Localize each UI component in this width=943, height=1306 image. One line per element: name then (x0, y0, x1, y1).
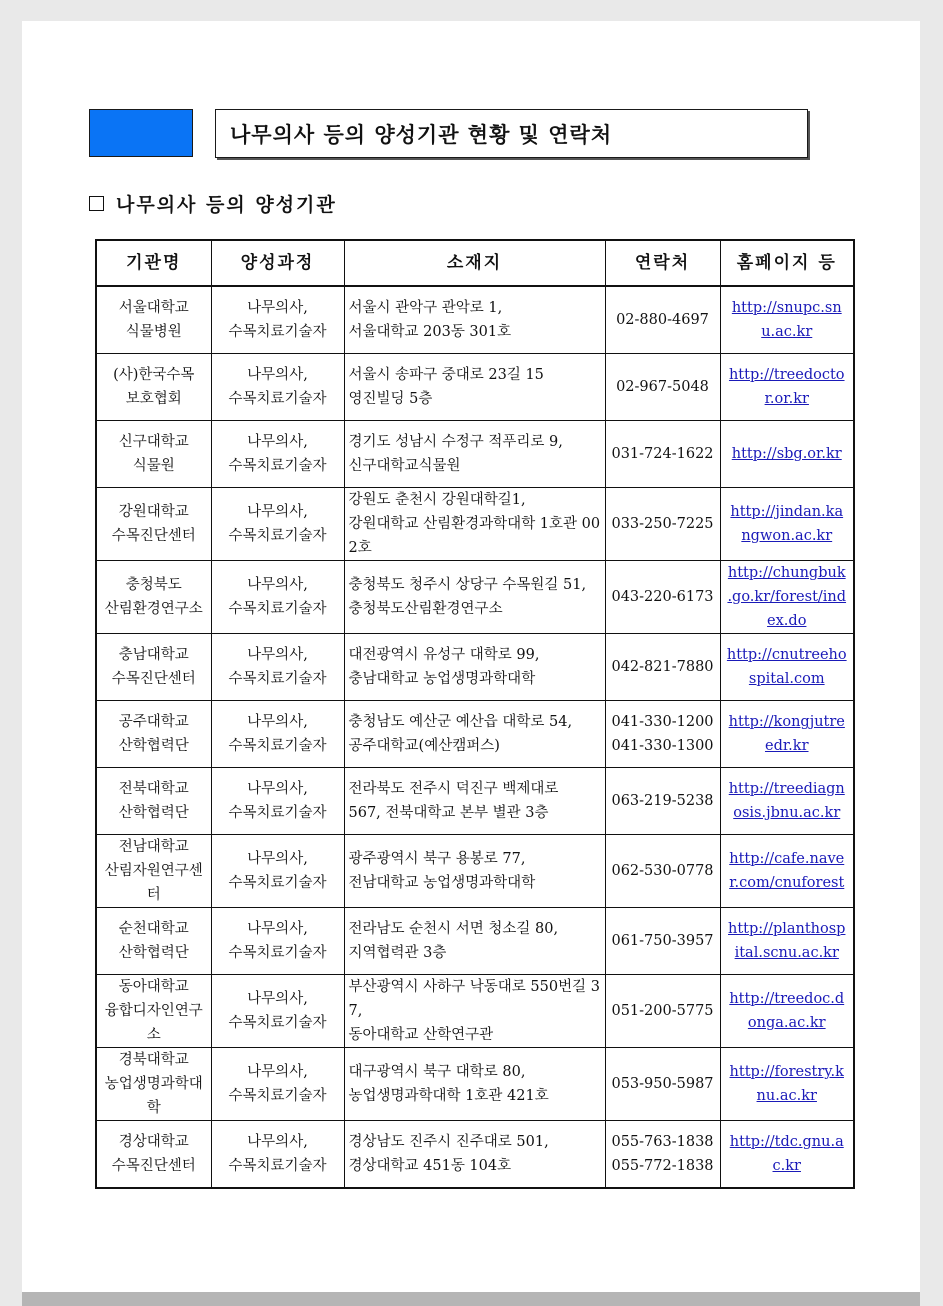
bottom-scroll-area (22, 1292, 920, 1306)
phone-cell (605, 701, 720, 768)
address-line: 충청북도산림환경연구소 (348, 601, 503, 617)
homepage-link[interactable] (725, 442, 850, 466)
name-line: 강원대학교 (118, 504, 189, 520)
address-cell (344, 1121, 605, 1189)
address-line: 영진빌딩 5층 (348, 391, 433, 407)
phone-cell (605, 768, 720, 835)
column-header: 홈페이지 등 (720, 240, 854, 286)
homepage-cell (720, 561, 854, 634)
url-line: r.or.kr (764, 391, 809, 407)
homepage-link[interactable] (725, 1060, 850, 1108)
institution-name-cell (96, 975, 211, 1048)
course-cell (211, 1121, 344, 1189)
table-row (96, 768, 854, 835)
table-row (96, 1048, 854, 1121)
url-line: spital.com (748, 671, 825, 687)
url-line: http://forestry.k (729, 1064, 844, 1080)
course-line: 나무의사, (247, 851, 308, 867)
address-cell (344, 488, 605, 561)
institution-name-cell (96, 908, 211, 975)
name-line: 수목진단센터 (111, 1158, 196, 1174)
institution-name-cell (96, 1121, 211, 1189)
course-line: 수목치료기술자 (228, 324, 327, 340)
address-line: 경기도 성남시 수정구 적푸리로 9, (348, 434, 563, 450)
name-line: 보호협회 (125, 391, 182, 407)
institution-name-cell (96, 561, 211, 634)
phone-line: 041-330-1300 (611, 738, 714, 754)
homepage-link[interactable] (725, 847, 850, 895)
homepage-cell (720, 1121, 854, 1189)
name-line: (사)한국수목 (113, 367, 195, 383)
table-row (96, 975, 854, 1048)
course-cell (211, 768, 344, 835)
address-line: 충청남도 예산군 예산읍 대학로 54, (348, 714, 573, 730)
homepage-link[interactable] (725, 917, 850, 965)
course-line: 수목치료기술자 (228, 601, 327, 617)
url-line: http://sbg.or.kr (731, 446, 842, 462)
phone-cell (605, 634, 720, 701)
address-line: 경상대학교 451동 104호 (348, 1158, 512, 1174)
phone-cell (605, 561, 720, 634)
homepage-cell (720, 1048, 854, 1121)
address-line: 서울시 송파구 중대로 23길 15 (348, 367, 544, 383)
address-line: 대전광역시 유성구 대학로 99, (348, 647, 540, 663)
document-page (22, 21, 920, 1293)
address-cell (344, 835, 605, 908)
phone-line: 055-772-1838 (611, 1158, 714, 1174)
address-line: 강원대학교 산림환경과학대학 1호관 002호 (348, 516, 601, 556)
url-line: http://snupc.sn (731, 300, 842, 316)
phone-cell (605, 354, 720, 421)
name-line: 경북대학교 (118, 1052, 189, 1068)
table-row (96, 1121, 854, 1189)
name-line: 식물원 (132, 458, 175, 474)
address-line: 강원도 춘천시 강원대학길1, (348, 492, 526, 508)
homepage-cell (720, 421, 854, 488)
phone-cell (605, 908, 720, 975)
section-heading (89, 189, 337, 217)
page-title (215, 109, 808, 158)
phone-cell (605, 488, 720, 561)
url-line: .go.kr/forest/ind (727, 589, 847, 605)
course-cell (211, 286, 344, 354)
phone-cell (605, 975, 720, 1048)
homepage-link[interactable] (725, 987, 850, 1035)
course-line: 수목치료기술자 (228, 1015, 327, 1031)
homepage-link[interactable] (725, 561, 850, 633)
url-line: ital.scnu.ac.kr (734, 945, 839, 961)
course-line: 나무의사, (247, 434, 308, 450)
name-line: 충청북도 (125, 577, 182, 593)
phone-line: 033-250-7225 (611, 516, 714, 532)
institution-name-cell (96, 768, 211, 835)
course-cell (211, 1048, 344, 1121)
institution-name-cell (96, 354, 211, 421)
course-line: 수목치료기술자 (228, 458, 327, 474)
section-heading-text: 나무의사 등의 양성기관 (116, 193, 337, 216)
table-row (96, 835, 854, 908)
homepage-link[interactable] (725, 296, 850, 344)
address-cell (344, 286, 605, 354)
address-cell (344, 634, 605, 701)
homepage-cell (720, 908, 854, 975)
name-line: 산림자원연구센터 (104, 863, 203, 903)
phone-cell (605, 421, 720, 488)
name-line: 융합디자인연구소 (104, 1003, 203, 1043)
course-line: 수목치료기술자 (228, 738, 327, 754)
address-line: 전남대학교 농업생명과학대학 (348, 875, 536, 891)
course-cell (211, 908, 344, 975)
phone-cell (605, 835, 720, 908)
url-line: ngwon.ac.kr (741, 528, 833, 544)
address-line: 경상남도 진주시 진주대로 501, (348, 1134, 549, 1150)
address-cell (344, 701, 605, 768)
homepage-link[interactable] (725, 500, 850, 548)
course-cell (211, 488, 344, 561)
phone-line: 02-880-4697 (616, 312, 709, 328)
table-row (96, 634, 854, 701)
institution-name-cell (96, 634, 211, 701)
course-line: 수목치료기술자 (228, 875, 327, 891)
column-header: 기관명 (96, 240, 211, 286)
url-line: http://cafe.nave (729, 851, 845, 867)
table-row (96, 701, 854, 768)
course-line: 수목치료기술자 (228, 945, 327, 961)
table-row (96, 421, 854, 488)
name-line: 수목진단센터 (111, 671, 196, 687)
phone-cell (605, 286, 720, 354)
phone-cell (605, 1121, 720, 1189)
url-line: http://chungbuk (727, 565, 846, 581)
phone-line: 043-220-6173 (611, 589, 714, 605)
phone-line: 051-200-5775 (611, 1003, 714, 1019)
address-line: 부산광역시 사하구 낙동대로 550번길 37, (348, 979, 600, 1019)
address-line: 대구광역시 북구 대학로 80, (348, 1064, 526, 1080)
address-line: 동아대학교 산학연구관 (348, 1027, 494, 1043)
page-title-text: 나무의사 등의 양성기관 현황 및 연락처 (230, 122, 613, 147)
homepage-cell (720, 835, 854, 908)
homepage-cell (720, 768, 854, 835)
name-line: 순천대학교 (118, 921, 189, 937)
address-cell (344, 768, 605, 835)
table-row (96, 908, 854, 975)
address-line: 서울대학교 203동 301호 (348, 324, 512, 340)
name-line: 동아대학교 (118, 979, 189, 995)
address-line: 지역협력관 3층 (348, 945, 447, 961)
checkbox-icon (89, 196, 104, 211)
address-line: 충남대학교 농업생명과학대학 (348, 671, 536, 687)
url-line: nu.ac.kr (756, 1088, 817, 1104)
course-line: 나무의사, (247, 1134, 308, 1150)
name-line: 경상대학교 (118, 1134, 189, 1150)
phone-line: 053-950-5987 (611, 1076, 714, 1092)
homepage-link[interactable] (725, 363, 850, 411)
course-line: 나무의사, (247, 921, 308, 937)
table-header-row (96, 240, 854, 286)
name-line: 식물병원 (125, 324, 182, 340)
name-line: 산학협력단 (118, 805, 189, 821)
phone-line: 042-821-7880 (611, 659, 714, 675)
course-line: 수목치료기술자 (228, 1158, 327, 1174)
homepage-cell (720, 286, 854, 354)
address-cell (344, 561, 605, 634)
course-line: 나무의사, (247, 300, 308, 316)
institution-name-cell (96, 421, 211, 488)
address-line: 567, 전북대학교 본부 별관 3층 (348, 805, 549, 821)
course-line: 수목치료기술자 (228, 391, 327, 407)
url-line: http://cnutreeho (726, 647, 847, 663)
course-line: 나무의사, (247, 504, 308, 520)
course-line: 나무의사, (247, 714, 308, 730)
course-line: 수목치료기술자 (228, 671, 327, 687)
course-cell (211, 561, 344, 634)
course-cell (211, 634, 344, 701)
course-line: 나무의사, (247, 577, 308, 593)
phone-line: 063-219-5238 (611, 793, 714, 809)
url-line: edr.kr (764, 738, 809, 754)
address-line: 전라북도 전주시 덕진구 백제대로 (348, 781, 559, 797)
url-line: c.kr (772, 1158, 801, 1174)
homepage-cell (720, 634, 854, 701)
address-line: 광주광역시 북구 용봉로 77, (348, 851, 526, 867)
institution-name-cell (96, 488, 211, 561)
name-line: 수목진단센터 (111, 528, 196, 544)
name-line: 신구대학교 (118, 434, 189, 450)
phone-line: 061-750-3957 (611, 933, 714, 949)
institution-name-cell (96, 1048, 211, 1121)
address-line: 농업생명과학대학 1호관 421호 (348, 1088, 549, 1104)
course-line: 나무의사, (247, 1064, 308, 1080)
course-cell (211, 701, 344, 768)
name-line: 전남대학교 (118, 839, 189, 855)
url-line: http://treedoc.d (729, 991, 845, 1007)
phone-line: 062-530-0778 (611, 863, 714, 879)
course-line: 나무의사, (247, 781, 308, 797)
address-line: 공주대학교(예산캠퍼스) (348, 738, 500, 754)
url-line: http://jindan.ka (730, 504, 844, 520)
homepage-link[interactable] (725, 710, 850, 758)
course-cell (211, 421, 344, 488)
title-accent-box (89, 109, 193, 157)
url-line: u.ac.kr (761, 324, 813, 340)
course-line: 수목치료기술자 (228, 528, 327, 544)
address-cell (344, 421, 605, 488)
url-line: http://treediagn (728, 781, 845, 797)
name-line: 공주대학교 (118, 714, 189, 730)
course-line: 나무의사, (247, 367, 308, 383)
phone-cell (605, 1048, 720, 1121)
column-header: 양성과정 (211, 240, 344, 286)
institution-name-cell (96, 286, 211, 354)
homepage-cell (720, 975, 854, 1048)
phone-line: 055-763-1838 (611, 1134, 714, 1150)
address-line: 신구대학교식물원 (348, 458, 461, 474)
homepage-cell (720, 354, 854, 421)
course-cell (211, 975, 344, 1048)
name-line: 산학협력단 (118, 738, 189, 754)
name-line: 산림환경연구소 (104, 601, 203, 617)
course-cell (211, 835, 344, 908)
name-line: 농업생명과학대학 (104, 1076, 203, 1116)
institution-name-cell (96, 701, 211, 768)
address-cell (344, 908, 605, 975)
homepage-cell (720, 701, 854, 768)
url-line: osis.jbnu.ac.kr (733, 805, 841, 821)
address-cell (344, 1048, 605, 1121)
phone-line: 041-330-1200 (611, 714, 714, 730)
course-line: 수목치료기술자 (228, 805, 327, 821)
address-line: 전라남도 순천시 서면 청소길 80, (348, 921, 559, 937)
url-line: onga.ac.kr (747, 1015, 826, 1031)
table-row (96, 286, 854, 354)
course-cell (211, 354, 344, 421)
address-cell (344, 975, 605, 1048)
address-line: 서울시 관악구 관악로 1, (348, 300, 503, 316)
name-line: 전북대학교 (118, 781, 189, 797)
homepage-cell (720, 488, 854, 561)
url-line: http://tdc.gnu.a (729, 1134, 844, 1150)
column-header: 연락처 (605, 240, 720, 286)
url-line: http://planthosp (728, 921, 846, 937)
column-header: 소재지 (344, 240, 605, 286)
url-line: ex.do (767, 613, 807, 629)
address-line: 충청북도 청주시 상당구 수목원길 51, (348, 577, 587, 593)
name-line: 서울대학교 (118, 300, 189, 316)
course-line: 수목치료기술자 (228, 1088, 327, 1104)
course-line: 나무의사, (247, 991, 308, 1007)
address-cell (344, 354, 605, 421)
homepage-link[interactable] (725, 1130, 850, 1178)
phone-line: 031-724-1622 (611, 446, 714, 462)
name-line: 충남대학교 (118, 647, 189, 663)
phone-line: 02-967-5048 (616, 379, 709, 395)
name-line: 산학협력단 (118, 945, 189, 961)
homepage-link[interactable] (725, 777, 850, 825)
table-row (96, 488, 854, 561)
institutions-table (95, 239, 855, 1189)
url-line: http://kongjutre (728, 714, 845, 730)
institution-name-cell (96, 835, 211, 908)
course-line: 나무의사, (247, 647, 308, 663)
table-row (96, 561, 854, 634)
url-line: r.com/cnuforest (729, 875, 845, 891)
table-row (96, 354, 854, 421)
url-line: http://treedocto (728, 367, 845, 383)
homepage-link[interactable] (725, 643, 850, 691)
